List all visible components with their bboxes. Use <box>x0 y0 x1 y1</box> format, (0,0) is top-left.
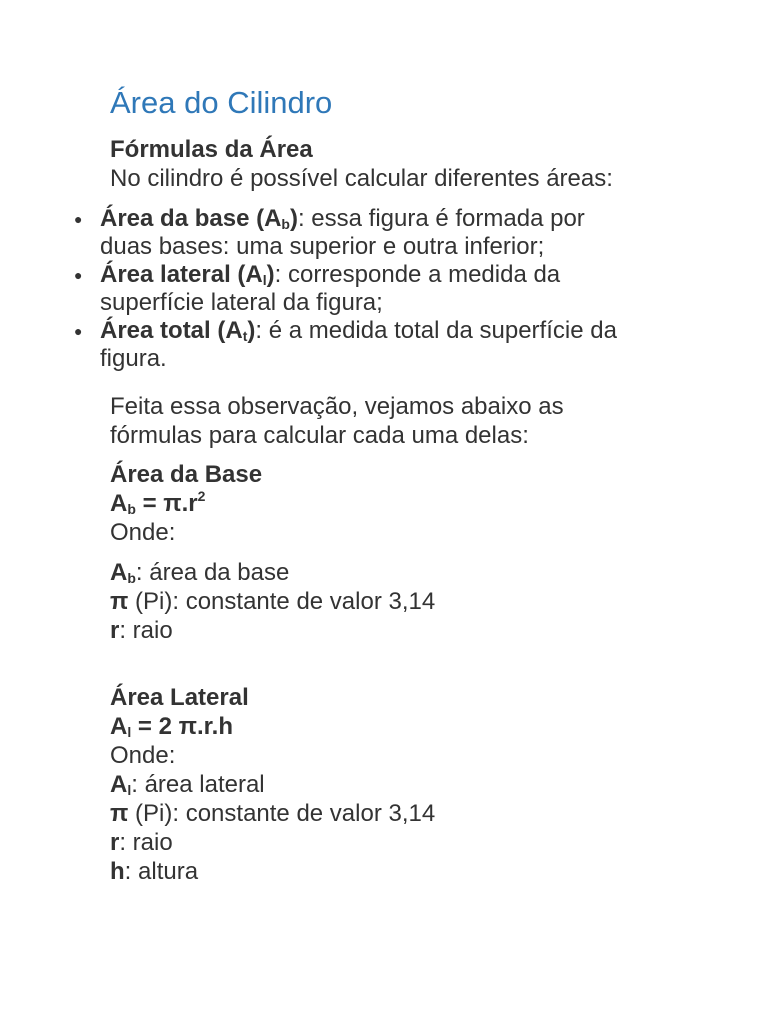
intro-section <box>110 135 613 193</box>
definition-item: $A_l$: área lateral <box>110 771 265 798</box>
bullet-icon: ● <box>74 267 83 283</box>
definition-item: π (Pi): constante de valor 3,14 <box>110 588 436 615</box>
definition-item: r: raio <box>110 617 173 644</box>
definition-item: $A_b$: área da base <box>110 559 290 586</box>
base-area-section <box>110 460 262 547</box>
definition-item: π (Pi): constante de valor 3,14 <box>110 800 436 827</box>
list-item-area-lateral <box>74 261 680 317</box>
base-formula: $A_b = \pi.r^2$ <box>110 488 206 517</box>
lateral-area-section <box>110 683 435 886</box>
area-types-list <box>74 205 680 373</box>
page-title: Área do Cilindro <box>110 85 333 120</box>
base-heading: Área da Base <box>110 461 263 488</box>
intro-text: No cilindro é possível calcular diferentes áreas: <box>110 165 613 192</box>
bullet-icon: ● <box>74 323 83 339</box>
observation-line: fórmulas para calcular cada uma delas: <box>110 422 529 449</box>
observation-paragraph <box>110 392 670 450</box>
definition-item: r: raio <box>110 829 173 856</box>
lateral-heading: Área Lateral <box>110 684 249 711</box>
bullet-text-cont: figura. <box>100 345 167 372</box>
formulas-heading: Fórmulas da Área <box>110 136 313 163</box>
bullet-text: : essa figura é formada por <box>297 205 585 232</box>
bullet-label: Área da base $(A_b)$ <box>100 205 298 232</box>
definition-item: h: altura <box>110 858 199 885</box>
base-definitions <box>110 558 435 645</box>
list-item-area-total <box>74 317 680 373</box>
bullet-text-cont: superfície lateral da figura; <box>100 289 383 316</box>
observation-line: Feita essa observação, vejamos abaixo as <box>110 393 564 420</box>
base-onde: Onde: <box>110 519 176 546</box>
bullet-text: : corresponde a medida da <box>274 261 561 288</box>
lateral-onde: Onde: <box>110 742 176 769</box>
lateral-formula: $A_l = 2$ π.r.h <box>110 713 233 740</box>
bullet-label: Área total $(A_t)$ <box>100 317 256 344</box>
bullet-text-cont: duas bases: uma superior e outra inferior; <box>100 233 545 260</box>
list-item-area-base <box>74 205 680 261</box>
bullet-icon: ● <box>74 211 83 227</box>
bullet-label: Área lateral $(A_l)$ <box>100 261 275 288</box>
bullet-text: : é a medida total da superfície da <box>255 317 617 344</box>
